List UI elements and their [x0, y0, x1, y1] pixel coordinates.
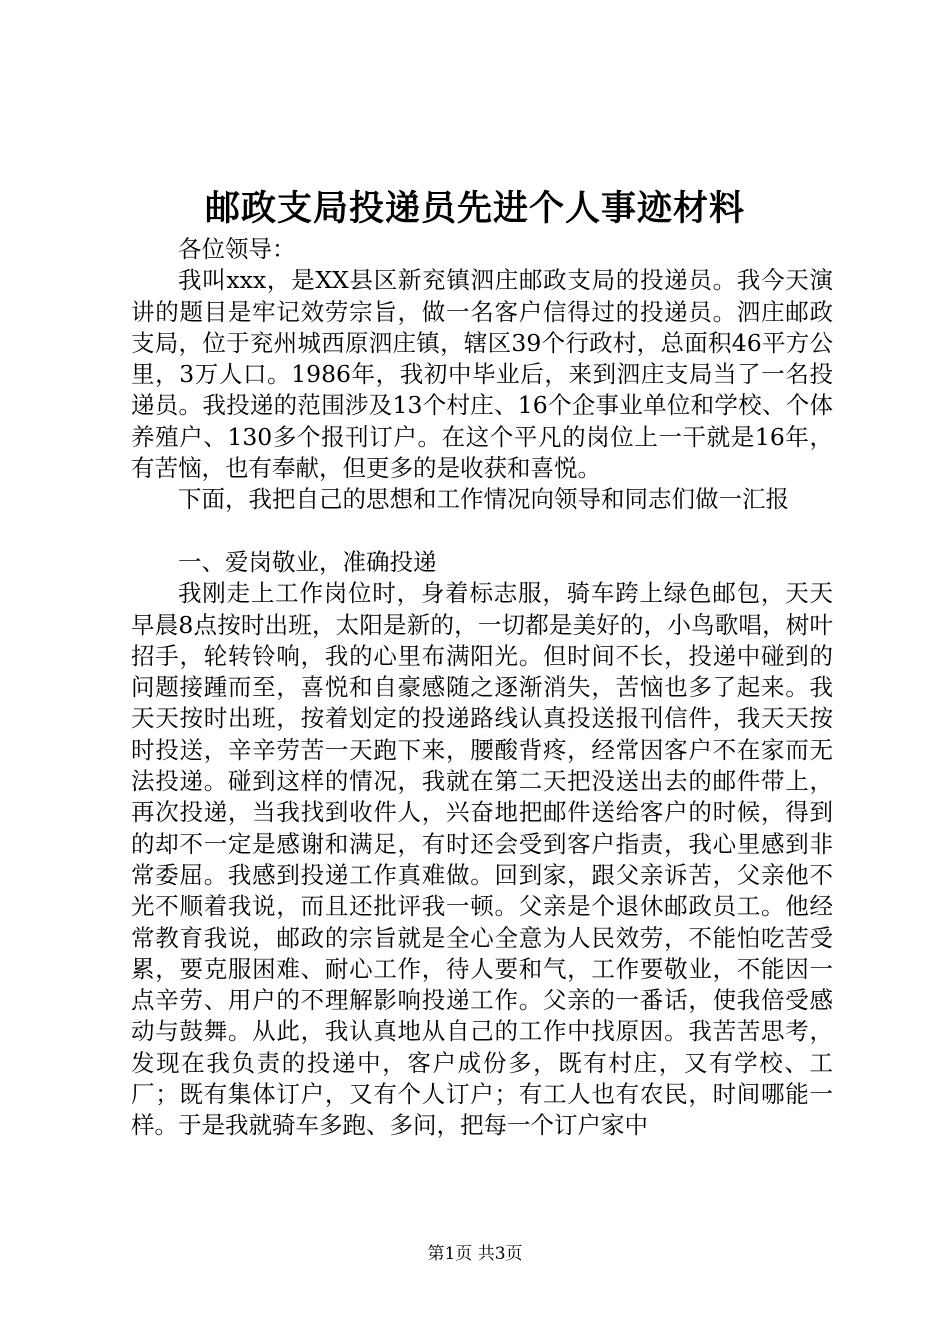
document-body	[131, 234, 833, 1142]
salutation: 各位领导：	[178, 235, 296, 263]
page-number-footer: 第1页 共3页	[427, 1244, 523, 1264]
document-title: 邮政支局投递员先进个人事迹材料	[204, 188, 745, 229]
paragraph-report: 下面，我把自己的思想和工作情况向领导和同志们做一汇报	[178, 485, 789, 514]
paragraph-intro: 我叫xxx，是XX县区新兖镇泗庄邮政支局的投递员。我今天演讲的题目是牢记效劳宗旨，做一名客户信得过的投递员。泗庄邮政支局，位于兖州城西原泗庄镇，辖区39个行政村，总面积46平方公里，3万人口。1986年，我初中毕业后，来到泗庄支局当了一名投递员。我投递的范围涉及13个村庄、16个企事业单位和学校、个体养殖户、130多个报刊订户。在这个平凡的岗位上一干就是16年，有苦恼，也有奉献，但更多的是收获和喜悦。	[131, 266, 833, 483]
paragraph-section-1: 我刚走上工作岗位时，身着标志服，骑车跨上绿色邮包，天天早晨8点按时出班，太阳是新的，一切都是美好的，小鸟歌唱，树叶招手，轮转铃响，我的心里布满阳光。但时间不长，投递中碰到的问题接踵而至，喜悦和自豪感随之逐渐消失，苦恼也多了起来。我天天按时出班，按着划定的投递路线认真投送报刊信件，我天天按时投送，辛辛劳苦一天跑下来，腰酸背疼，经常因客户不在家而无法投递。碰到这样的情况，我就在第二天把没送出去的邮件带上，再次投递，当我找到收件人，兴奋地把邮件送给客户的时候，得到的却不一定是感谢和满足，有时还会受到客户指责，我心里感到非常委屈。我感到投递工作真难做。回到家，跟父亲诉苦，父亲他不光不顺着我说，而且还批评我一顿。父亲是个退休邮政员工。他经常教育我说，邮政的宗旨就是全心全意为人民效劳，不能怕吃苦受累，要克服困难、耐心工作，待人要和气，工作要敬业，不能因一点辛劳、用户的不理解影响投递工作。父亲的一番话，使我倍受感动与鼓舞。从此，我认真地从自己的工作中找原因。我苦苦思考，发现在我负责的投递中，客户成份多，既有村庄，又有学校、工厂；既有集体订户，又有个人订户；有工人也有农民，时间哪能一样。于是我就骑车多跑、多问，把每一个订户家中	[131, 579, 833, 1140]
section-heading: 一、爱岗敬业，准确投递	[178, 547, 437, 576]
